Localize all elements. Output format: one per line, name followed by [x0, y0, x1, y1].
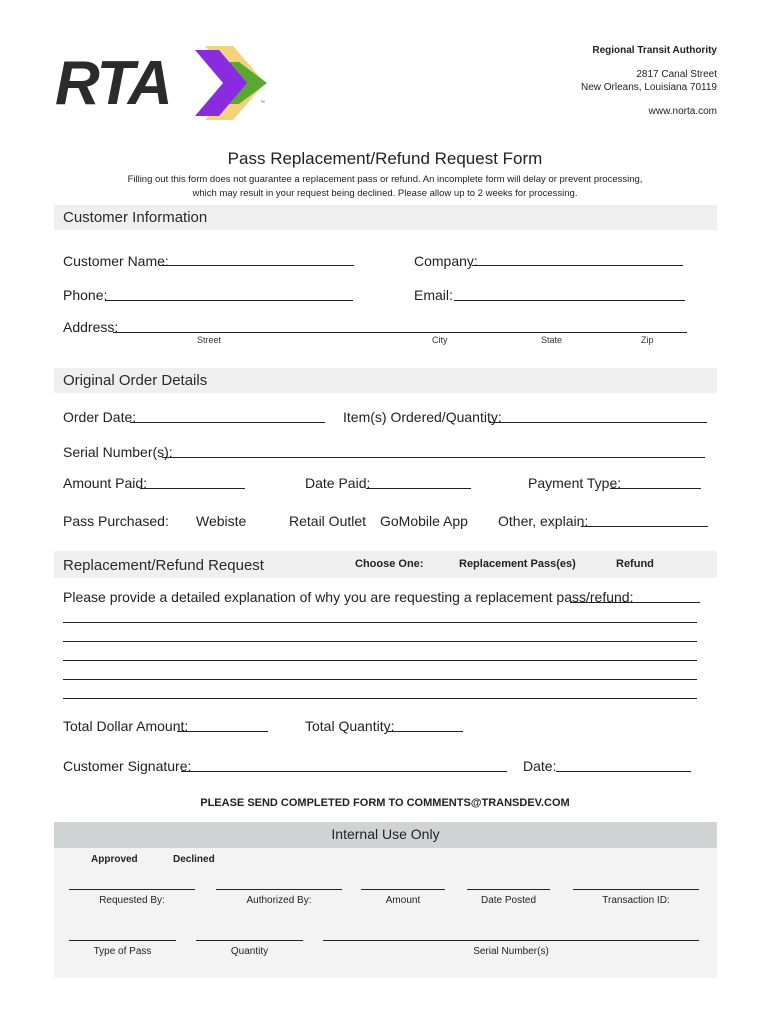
items-ordered-label: Item(s) Ordered/Quantity:: [343, 409, 502, 425]
rta-logo: [55, 44, 275, 124]
logo-text: RTA: [55, 49, 171, 118]
customer-signature-label: Customer Signature:: [63, 758, 192, 774]
explanation-field-5[interactable]: [63, 679, 697, 680]
total-dollar-field[interactable]: [177, 731, 268, 732]
explanation-label: Please provide a detailed explanation of why you are requesting a replacement pass/refund:: [63, 589, 634, 605]
date-posted-field[interactable]: [467, 889, 550, 890]
amount-field[interactable]: [361, 889, 445, 890]
approved-option[interactable]: Approved: [91, 854, 138, 865]
other-explain-field[interactable]: [581, 526, 708, 527]
declined-option[interactable]: Declined: [173, 854, 215, 865]
amount-paid-label: Amount Paid:: [63, 475, 148, 491]
email-label: Email:: [414, 287, 453, 303]
type-of-pass-field[interactable]: [69, 940, 176, 941]
payment-type-label: Payment Type:: [528, 475, 622, 491]
option-webiste[interactable]: Webiste: [196, 513, 247, 529]
total-quantity-field[interactable]: [387, 731, 463, 732]
explanation-field-3[interactable]: [63, 641, 697, 642]
customer-info-header: Customer Information: [63, 209, 208, 226]
other-explain-label: Other, explain:: [498, 513, 589, 529]
order-date-label: Order Date:: [63, 409, 137, 425]
order-details-header: Original Order Details: [63, 372, 208, 389]
internal-use-header: Internal Use Only: [331, 826, 440, 842]
serial-numbers-internal-label: Serial Number(s): [473, 946, 549, 957]
company-field[interactable]: [472, 265, 683, 266]
pass-purchased-label: Pass Purchased:: [63, 513, 169, 529]
authorized-by-label: Authorized By:: [246, 895, 312, 906]
chevron-logo-icon: [195, 44, 275, 122]
customer-name-label: Customer Name:: [63, 253, 169, 269]
state-label: State: [541, 335, 563, 345]
choose-one-label: Choose One:: [355, 558, 424, 570]
street-label: Street: [197, 335, 222, 345]
option-replacement-pass[interactable]: Replacement Pass(es): [459, 558, 576, 570]
quantity-label: Quantity: [230, 946, 269, 957]
requested-by-field[interactable]: [69, 889, 195, 890]
org-name: Regional Transit Authority: [592, 45, 717, 56]
trademark: ™: [260, 100, 265, 106]
option-retail-outlet[interactable]: Retail Outlet: [289, 513, 367, 529]
address-field[interactable]: [113, 332, 687, 333]
form-title: Pass Replacement/Refund Request Form: [227, 149, 543, 168]
transaction-id-label: Transaction ID:: [602, 895, 670, 906]
email-field[interactable]: [454, 300, 685, 301]
explanation-field-2[interactable]: [63, 622, 697, 623]
customer-name-field[interactable]: [159, 265, 354, 266]
address-label: Address:: [63, 319, 119, 335]
request-header: Replacement/Refund Request: [63, 557, 264, 574]
amount-label: Amount: [385, 895, 421, 906]
send-instruction: PLEASE SEND COMPLETED FORM TO COMMENTS@TRANSDEV.COM: [200, 797, 570, 809]
phone-label: Phone:: [63, 287, 108, 303]
option-gomobile-app[interactable]: GoMobile App: [380, 513, 468, 529]
signature-date-label: Date:: [523, 758, 557, 774]
total-dollar-label: Total Dollar Amount:: [63, 718, 189, 734]
requested-by-label: Requested By:: [99, 895, 165, 906]
explanation-field-6[interactable]: [63, 698, 697, 699]
amount-paid-field[interactable]: [140, 488, 245, 489]
org-address1: 2817 Canal Street: [636, 69, 717, 80]
type-of-pass-label: Type of Pass: [93, 946, 152, 957]
signature-date-field[interactable]: [556, 771, 691, 772]
date-posted-label: Date Posted: [480, 895, 537, 906]
date-paid-label: Date Paid:: [305, 475, 371, 491]
items-ordered-field[interactable]: [489, 422, 707, 423]
date-paid-field[interactable]: [366, 488, 471, 489]
intro-line-1: Filling out this form does not guarantee a replacement pass or refund. An incomplete form will delay or prevent processing,: [127, 174, 643, 185]
serial-numbers-label: Serial Number(s):: [63, 444, 173, 460]
serial-numbers-field[interactable]: [162, 457, 705, 458]
serial-numbers-internal-field[interactable]: [323, 940, 699, 941]
org-address2: New Orleans, Louisiana 70119: [580, 82, 717, 93]
org-web: www.norta.com: [648, 106, 717, 117]
total-quantity-label: Total Quantity:: [305, 718, 395, 734]
quantity-field[interactable]: [196, 940, 303, 941]
company-label: Company:: [414, 253, 478, 269]
customer-signature-field[interactable]: [181, 771, 507, 772]
authorized-by-field[interactable]: [216, 889, 342, 890]
option-refund[interactable]: Refund: [616, 558, 654, 570]
transaction-id-field[interactable]: [573, 889, 699, 890]
payment-type-field[interactable]: [610, 488, 701, 489]
phone-field[interactable]: [105, 300, 353, 301]
city-label: City: [432, 335, 448, 345]
explanation-field-1[interactable]: [570, 602, 700, 603]
explanation-field-4[interactable]: [63, 660, 697, 661]
order-date-field[interactable]: [130, 422, 325, 423]
zip-label: Zip: [641, 335, 654, 345]
intro-line-2: which may result in your request being declined. Please allow up to 2 weeks for processing.: [192, 188, 578, 199]
